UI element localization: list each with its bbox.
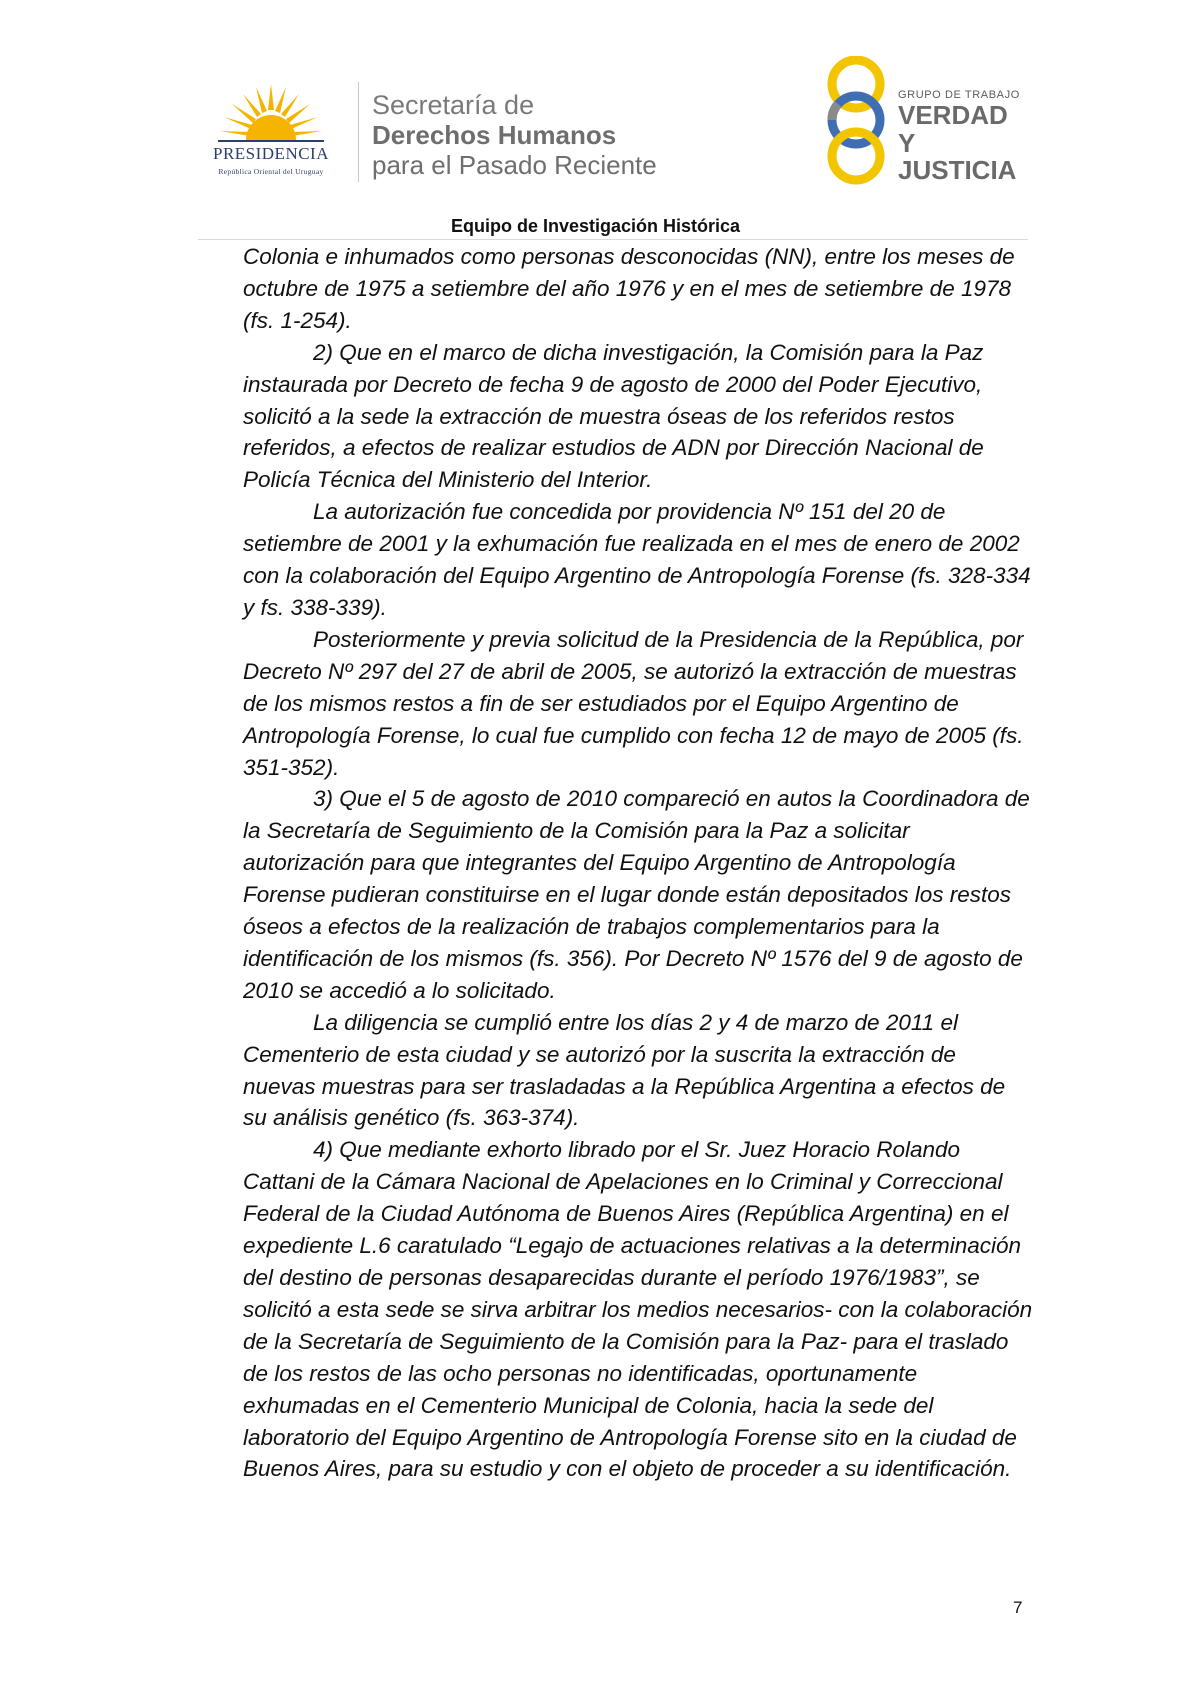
interlocked-rings-icon	[818, 56, 894, 186]
header-divider	[358, 82, 359, 182]
presidencia-wordmark: PRESIDENCIA	[212, 144, 329, 163]
secretaria-line-3: para el Pasado Reciente	[372, 150, 657, 180]
grupo-line-2: VERDAD Y	[898, 100, 1008, 158]
page-number: 7	[1013, 1598, 1023, 1617]
secretaria-line-1: Secretaría de	[372, 90, 535, 120]
secretaria-logo-text	[372, 90, 657, 180]
header-rule	[198, 239, 1028, 240]
paragraph: Colonia e inhumados como personas desconocidas (NN), entre los meses de octubre de 1975 a setiembre del año 1976 y en el mes de setiembre de 1978 (fs. 1-254).	[243, 244, 1015, 333]
presidencia-logo	[196, 72, 346, 192]
page-header	[0, 0, 1191, 230]
grupo-trabajo-text	[898, 89, 1028, 183]
grupo-line-1: GRUPO DE TRABAJO	[898, 89, 1020, 101]
paragraph: 2) Que en el marco de dicha investigación, la Comisión para la Paz instaurada por Decreto de fecha 9 de agosto de 2000 del Poder Ejecutivo, solicitó a la sede la extracción de muestra óseas de los referidos restos referidos, a efectos de realizar estudios de ADN por Dirección Nacional de Policía Técnica del Ministerio del Interior.	[243, 339, 984, 493]
paragraph: La autorización fue concedida por providencia Nº 151 del 20 de setiembre de 2001 y la exhumación fue realizada en el mes de enero de 2002 con la colaboración del Equipo Argentino de Antropología Forense (fs. 328-334 y fs. 338-339).	[243, 499, 1031, 620]
presidencia-subtitle: República Oriental del Uruguay	[218, 167, 324, 176]
paragraph: Posteriormente y previa solicitud de la Presidencia de la República, por Decreto Nº 297 del 27 de abril de 2005, se autorizó la extracción de muestras de los mismos restos a fin de ser estudiados por el Equipo Argentino de Antropología Forense, lo cual fue cumplido con fecha 12 de mayo de 2005 (fs. 351-352).	[243, 626, 1024, 780]
sun-emblem-icon	[218, 80, 324, 146]
paragraph: 3) Que el 5 de agosto de 2010 compareció en autos la Coordinadora de la Secretaría de Seguimiento de la Comisión para la Paz a solicitar autorización para que integrantes del Equipo Argentino de Antropología Forense pudieran constituirse en el lugar donde están depositados los restos óseos a efectos de la realización de trabajos complementarios para la identificación de los mismos (fs. 356). Por Decreto Nº 1576 del 9 de agosto de 2010 se accedió a lo solicitado.	[243, 786, 1030, 1003]
grupo-line-3: JUSTICIA	[898, 155, 1017, 185]
secretaria-line-2: Derechos Humanos	[372, 120, 617, 150]
paragraph: La diligencia se cumplió entre los días 2 y 4 de marzo de 2011 el Cementerio de esta ciudad y se autorizó por la suscrita la extracción de nuevas muestras para ser trasladadas a la República Argentina a efectos de su análisis genético (fs. 363-374).	[243, 1009, 1006, 1131]
paragraph: 4) Que mediante exhorto librado por el Sr. Juez Horacio Rolando Cattani de la Cámara Nacional de Apelaciones en lo Criminal y Correccional Federal de la Ciudad Autónoma de Buenos Aires (República Argentina) en el expediente L.6 caratulado “Legajo de actuaciones relativas a la determinación del destino de personas desaparecidas durante el período 1976/1983”, se solicitó a esta sede se sirva arbitrar los medios necesarios- con la colaboración de la Secretaría de Seguimiento de la Comisión para la Paz- para el traslado de los restos de las ocho personas no identificadas, oportunamente exhumadas en el Cementerio Municipal de Colonia, hacia la sede del laboratorio del Equipo Argentino de Antropología Forense sito en la ciudad de Buenos Aires, para su estudio y con el objeto de proceder a su identificación.	[243, 1137, 1033, 1482]
grupo-trabajo-logo	[818, 56, 1028, 186]
team-title: Equipo de Investigación Histórica	[450, 216, 741, 236]
document-body	[243, 241, 1033, 1485]
